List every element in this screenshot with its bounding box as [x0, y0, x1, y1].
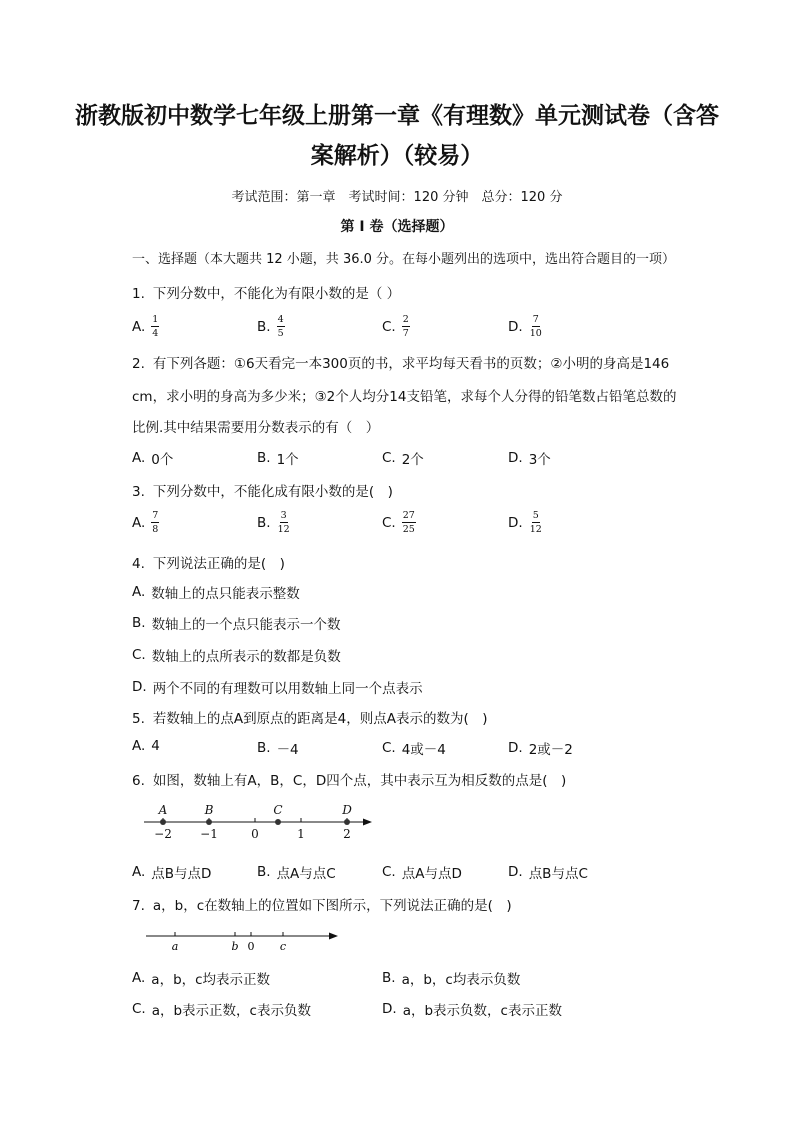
q6-option-a[interactable]	[132, 862, 211, 882]
q5-option-b[interactable]	[257, 738, 299, 758]
point-a	[160, 819, 166, 825]
option-label: C.	[132, 1001, 146, 1017]
fraction	[529, 314, 543, 339]
question-number: 5.	[132, 711, 145, 727]
title-line-2: 案解析）（较易）	[310, 143, 484, 169]
q7-option-b[interactable]	[382, 968, 520, 988]
option-text: a，b表示正数，c表示负数	[151, 1003, 311, 1019]
question-text: 如图，数轴上有A，B，C，D四个点，其中表示互为相反数的点是( )	[152, 773, 567, 789]
option-label: D.	[508, 514, 523, 531]
title-line-1: 浙教版初中数学七年级上册第一章《有理数》单元测试卷（含答	[75, 103, 719, 129]
point-label: A	[158, 803, 168, 817]
option-label: A.	[132, 514, 146, 531]
q4-option-a[interactable]	[132, 582, 300, 602]
option-label: D.	[132, 679, 147, 695]
q1-option-b[interactable]	[257, 314, 285, 339]
option-text: 2个	[401, 452, 424, 468]
q3-option-d[interactable]	[508, 510, 543, 535]
question-text: 下列分数中，不能化成有限小数的是( )	[152, 484, 393, 500]
denominator: 25	[402, 524, 415, 535]
q3-option-b[interactable]	[257, 510, 291, 535]
point-b	[206, 819, 212, 825]
question-number: 7.	[132, 898, 145, 914]
fraction	[151, 314, 159, 339]
tick-label: 1	[297, 827, 305, 841]
q2-option-a[interactable]	[132, 448, 173, 468]
q3-option-a[interactable]	[132, 510, 159, 535]
label-0: 0	[247, 940, 255, 953]
q4-option-b[interactable]	[132, 613, 341, 633]
q5-option-a[interactable]	[132, 738, 160, 754]
question-text: 下列说法正确的是( )	[152, 556, 285, 572]
option-text: 3个	[528, 452, 551, 468]
option-label: C.	[382, 864, 396, 880]
numerator: 3	[280, 510, 287, 521]
option-text: 数轴上的点只能表示整数	[151, 586, 300, 602]
question-text: 若数轴上的点A到原点的距离是4，则点A表示的数为( )	[152, 711, 488, 727]
question-1	[132, 282, 400, 302]
option-text: a，b表示负数，c表示正数	[402, 1003, 562, 1019]
denominator: 5	[277, 328, 284, 339]
denominator: 7	[402, 328, 409, 339]
option-label: D.	[382, 1001, 397, 1017]
question-2-line-3: 比例.其中结果需要用分数表示的有（ ）	[132, 420, 380, 436]
point-label: B	[204, 803, 214, 817]
option-label: B.	[257, 740, 271, 756]
q5-option-c[interactable]	[382, 738, 446, 758]
q2-option-d[interactable]	[508, 448, 551, 468]
numerator: 2	[402, 314, 409, 325]
q5-option-d[interactable]	[508, 738, 573, 758]
question-2	[132, 352, 669, 372]
question-4	[132, 552, 285, 572]
section-heading: 一、选择题（本大题共 12 小题，共 36.0 分。在每小题列出的选项中，选出符合题目的一项）	[132, 252, 676, 267]
option-label: B.	[132, 615, 146, 631]
option-label: A.	[132, 584, 146, 600]
numerator: 1	[152, 314, 159, 325]
denominator: 8	[152, 524, 159, 535]
question-number: 6.	[132, 773, 145, 789]
q7-option-c[interactable]	[132, 999, 311, 1019]
numerator: 7	[532, 314, 539, 325]
option-text: 点A与点C	[276, 866, 336, 882]
option-text: 2或－2	[528, 742, 573, 758]
option-text: 数轴上的一个点只能表示一个数	[151, 617, 341, 633]
option-label: C.	[382, 740, 396, 756]
option-label: B.	[257, 864, 271, 880]
point-label: C	[273, 803, 283, 817]
option-text: 两个不同的有理数可以用数轴上同一个点表示	[152, 681, 423, 697]
option-text: a，b，c均表示正数	[151, 972, 271, 988]
q7-option-d[interactable]	[382, 999, 562, 1019]
q6-number-line	[140, 798, 380, 846]
option-label: A.	[132, 738, 146, 754]
option-text: 0个	[151, 452, 174, 468]
q6-option-c[interactable]	[382, 862, 462, 882]
q6-option-d[interactable]	[508, 862, 588, 882]
option-label: C.	[132, 647, 146, 663]
fraction	[402, 510, 416, 535]
label-b: b	[231, 940, 239, 953]
option-text: －4	[276, 742, 299, 758]
tick-label: 0	[251, 827, 259, 841]
point-label: D	[342, 803, 352, 817]
question-2-line-2: cm，求小明的身高为多少米；③2个人均分14支铅笔，求每个人分得的铅笔数占铅笔总数的	[132, 389, 677, 405]
fraction	[529, 510, 543, 535]
q1-option-a[interactable]	[132, 314, 159, 339]
option-label: D.	[508, 864, 523, 880]
q6-option-b[interactable]	[257, 862, 336, 882]
option-text: 4	[151, 738, 160, 754]
option-label: D.	[508, 450, 523, 466]
point-c	[275, 819, 281, 825]
question-text-line-1: 有下列各题：①6天看完一本300页的书，求平均每天看书的页数；②小明的身高是146	[152, 356, 670, 372]
numerator: 5	[532, 510, 539, 521]
option-text: 点B与点D	[151, 866, 212, 882]
q1-option-c[interactable]	[382, 314, 410, 339]
option-text: 点A与点D	[401, 866, 462, 882]
denominator: 12	[529, 524, 542, 535]
q7-option-a[interactable]	[132, 968, 270, 988]
tick-label: −1	[200, 827, 218, 841]
fraction	[402, 314, 410, 339]
option-label: C.	[382, 318, 396, 335]
denominator: 10	[529, 328, 542, 339]
question-5	[132, 707, 487, 727]
denominator: 4	[152, 328, 159, 339]
q3-option-c[interactable]	[382, 510, 416, 535]
axis-arrow	[329, 933, 338, 940]
option-label: B.	[257, 318, 271, 335]
question-7	[132, 894, 512, 914]
fraction	[151, 510, 159, 535]
question-6	[132, 769, 566, 789]
q1-option-d[interactable]	[508, 314, 543, 339]
denominator: 12	[277, 524, 290, 535]
option-text: a，b，c均表示负数	[401, 972, 521, 988]
option-label: D.	[508, 740, 523, 756]
fraction	[277, 510, 291, 535]
exam-meta: 考试范围：第一章 考试时间：120 分钟 总分：120 分	[231, 190, 563, 205]
q4-option-d[interactable]	[132, 677, 423, 697]
q4-option-c[interactable]	[132, 645, 341, 665]
part-heading: 第 I 卷（选择题）	[340, 219, 454, 235]
option-label: D.	[508, 318, 523, 335]
option-label: A.	[132, 864, 146, 880]
tick-label: 2	[343, 827, 351, 841]
option-label: A.	[132, 318, 146, 335]
option-label: B.	[257, 450, 271, 466]
label-a: a	[171, 940, 179, 953]
option-label: A.	[132, 970, 146, 986]
option-label: B.	[257, 514, 271, 531]
question-number: 3.	[132, 484, 145, 500]
option-label: C.	[382, 514, 396, 531]
point-d	[344, 819, 350, 825]
q2-option-b[interactable]	[257, 448, 299, 468]
option-label: B.	[382, 970, 396, 986]
fraction	[277, 314, 285, 339]
tick-label: −2	[154, 827, 172, 841]
question-text: 下列分数中，不能化为有限小数的是（ ）	[152, 286, 401, 302]
option-text: 数轴上的点所表示的数都是负数	[151, 649, 341, 665]
question-number: 1.	[132, 286, 145, 302]
option-text: 点B与点C	[528, 866, 588, 882]
q2-option-c[interactable]	[382, 448, 424, 468]
exam-title	[60, 96, 734, 176]
question-3	[132, 480, 393, 500]
option-label: A.	[132, 450, 146, 466]
question-number: 4.	[132, 556, 145, 572]
axis-arrow	[363, 819, 372, 826]
numerator: 4	[277, 314, 284, 325]
numerator: 27	[402, 510, 415, 521]
option-text: 4或－4	[401, 742, 446, 758]
numerator: 7	[152, 510, 159, 521]
question-text: a，b，c在数轴上的位置如下图所示，下列说法正确的是( )	[152, 898, 512, 914]
q7-number-line	[140, 926, 350, 956]
question-number: 2.	[132, 356, 145, 372]
option-text: 1个	[276, 452, 299, 468]
label-c: c	[279, 940, 287, 953]
option-label: C.	[382, 450, 396, 466]
